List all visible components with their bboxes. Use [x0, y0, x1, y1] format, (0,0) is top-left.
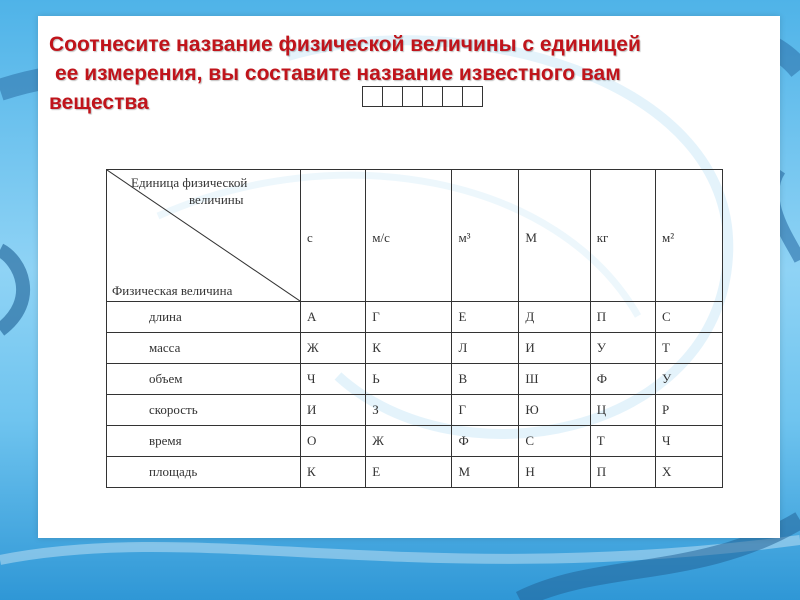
letter-cell: О [301, 426, 366, 457]
letter-cell: Ш [519, 364, 590, 395]
row-label: масса [107, 333, 301, 364]
letter-cell: Ч [301, 364, 366, 395]
table-header-row [107, 170, 723, 302]
corner-bottom-label: Физическая величина [112, 283, 233, 298]
table-row [107, 426, 723, 457]
letter-cell: С [655, 302, 722, 333]
letter-cell: Д [519, 302, 590, 333]
answer-box[interactable] [442, 86, 463, 107]
table-row [107, 457, 723, 488]
title-line-1: Соотнесите название физической величины с единицей [49, 33, 641, 56]
letter-cell: М [452, 457, 519, 488]
letter-cell: К [301, 457, 366, 488]
letter-cell: Х [655, 457, 722, 488]
letter-cell: Ж [366, 426, 452, 457]
letter-cell: Н [519, 457, 590, 488]
table-row [107, 395, 723, 426]
slide-panel [38, 16, 780, 538]
letter-cell: С [519, 426, 590, 457]
letter-cell: Ф [590, 364, 655, 395]
unit-header: м/с [366, 170, 452, 302]
row-label: длина [107, 302, 301, 333]
letter-cell: В [452, 364, 519, 395]
letter-cell: Е [452, 302, 519, 333]
unit-header: м² [655, 170, 722, 302]
answer-boxes [363, 86, 483, 107]
letter-cell: Т [655, 333, 722, 364]
corner-top-label: Единица физической величины [131, 175, 248, 207]
unit-header: М [519, 170, 590, 302]
letter-cell: Т [590, 426, 655, 457]
letter-cell: Е [366, 457, 452, 488]
letter-cell: З [366, 395, 452, 426]
letter-cell: Г [452, 395, 519, 426]
letter-cell: П [590, 457, 655, 488]
row-label: объем [107, 364, 301, 395]
unit-header: с [301, 170, 366, 302]
letter-cell: Ю [519, 395, 590, 426]
letter-cell: Л [452, 333, 519, 364]
letter-cell: А [301, 302, 366, 333]
table-corner-cell [107, 170, 301, 302]
table-row [107, 302, 723, 333]
answer-box[interactable] [462, 86, 483, 107]
row-label: площадь [107, 457, 301, 488]
letter-cell: И [519, 333, 590, 364]
letter-cell: П [590, 302, 655, 333]
answer-box[interactable] [402, 86, 423, 107]
letter-cell: Ф [452, 426, 519, 457]
table-row [107, 364, 723, 395]
letter-cell: Ц [590, 395, 655, 426]
letter-cell: Ж [301, 333, 366, 364]
letter-cell: Ч [655, 426, 722, 457]
row-label: время [107, 426, 301, 457]
unit-header: м³ [452, 170, 519, 302]
letter-cell: У [655, 364, 722, 395]
letter-cell: И [301, 395, 366, 426]
letter-cell: К [366, 333, 452, 364]
quiz-table [106, 169, 723, 488]
answer-box[interactable] [362, 86, 383, 107]
letter-cell: Ь [366, 364, 452, 395]
answer-box[interactable] [422, 86, 443, 107]
letter-cell: Р [655, 395, 722, 426]
table-row [107, 333, 723, 364]
unit-header: кг [590, 170, 655, 302]
row-label: скорость [107, 395, 301, 426]
title-line-2: ее измерения, вы составите название известного вам [55, 62, 621, 85]
letter-cell: Г [366, 302, 452, 333]
letter-cell: У [590, 333, 655, 364]
title-line-3: вещества [49, 91, 149, 114]
answer-box[interactable] [382, 86, 403, 107]
